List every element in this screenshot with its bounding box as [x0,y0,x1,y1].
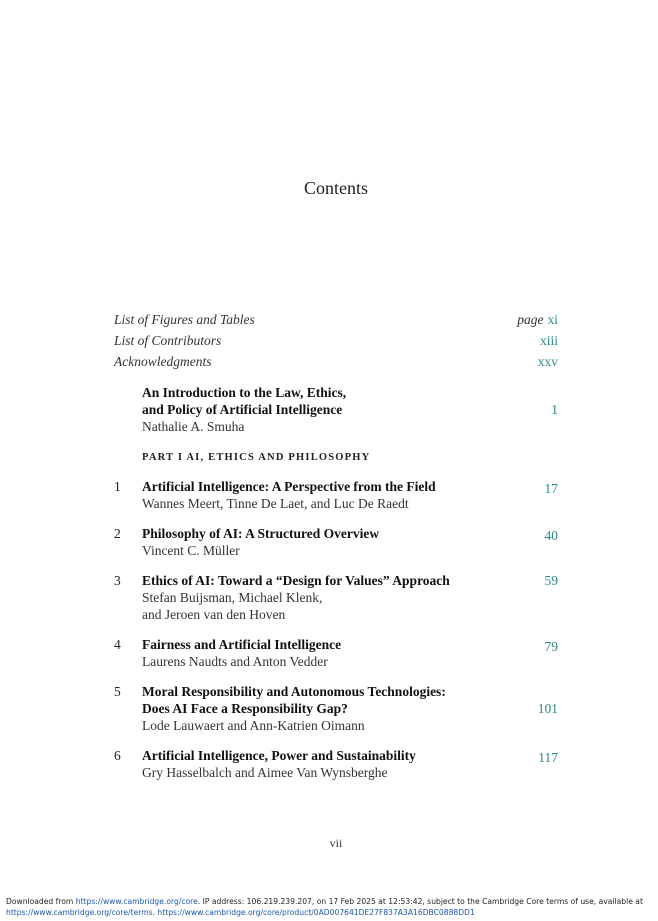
page-number: page xi [517,312,558,327]
page-number: 40 [544,528,558,543]
page-number: 101 [537,701,558,716]
front-matter-item-contributors[interactable] [114,333,558,351]
download-notice: Downloaded from https://www.cambridge.org/core. IP address: 106.219.239.207, on 17 Feb 2025 at 12:53:42, subject to the Cambridge Core terms of use, available at https://www.cambridge.org/core/terms. https://www.cambridge.org/core/product/0AD007641DE27F837A3A16DBC0888DD1 [6,897,643,917]
chapter-number: 6 [114,748,121,763]
chapter-title: Moral Responsibility and Autonomous Technologies: [142,684,446,699]
entry-title: An Introduction to the Law, Ethics, [142,385,347,400]
page-number: 117 [538,750,558,765]
page-number: 59 [544,573,558,588]
chapter-title: Artificial Intelligence, Power and Sustainability [142,748,416,763]
chapter-number: 3 [114,573,121,588]
chapter-authors: Lode Lauwaert and Ann-Katrien Oimann [142,718,365,733]
page-number: xiii [539,333,558,348]
chapter-title: Does AI Face a Responsibility Gap? [142,701,348,716]
chapter-authors: and Jeroen van den Hoven [142,607,286,622]
chapter-number: 2 [114,526,121,541]
chapter-number: 4 [114,637,121,652]
part-heading: PART I AI, ETHICS AND PHILOSOPHY [142,452,371,463]
front-matter-label: List of Figures and Tables [114,312,255,327]
page-number: 79 [544,639,558,654]
page-number: 17 [544,481,558,496]
link-cambridge-product[interactable]: https://www.cambridge.org/core/product/0AD007641DE27F837A3A16DBC0888DD1 [157,908,475,917]
chapter-authors: Laurens Naudts and Anton Vedder [142,654,328,669]
chapter-title: Ethics of AI: Toward a “Design for Values” Approach [142,573,450,588]
chapter-number: 5 [114,684,121,699]
contents-heading: Contents [303,178,368,198]
chapter-authors: Wannes Meert, Tinne De Laet, and Luc De Raedt [142,496,409,511]
entry-title: and Policy of Artificial Intelligence [142,402,343,417]
chapter-title: Artificial Intelligence: A Perspective from the Field [142,479,436,494]
chapter-number: 1 [114,479,121,494]
chapter-authors: Stefan Buijsman, Michael Klenk, [142,590,323,605]
link-cambridge-core[interactable]: https://www.cambridge.org/core [75,897,198,906]
front-matter-item-acknowledgments[interactable] [114,354,558,372]
folio: vii [329,836,343,850]
intro-entry[interactable] [114,384,558,436]
front-matter-label: List of Contributors [114,333,222,348]
chapter-authors: Gry Hasselbalch and Aimee Van Wynsberghe [142,765,388,780]
chapter-authors: Vincent C. Müller [142,543,240,558]
front-matter-item-figures[interactable] [114,312,558,330]
chapter-title: Philosophy of AI: A Structured Overview [142,526,380,541]
entry-authors: Nathalie A. Smuha [142,419,245,434]
front-matter-label: Acknowledgments [114,354,212,369]
page-number: 1 [551,402,558,417]
page-number: xxv [537,354,558,369]
chapter-title: Fairness and Artificial Intelligence [142,637,342,652]
link-cambridge-terms[interactable]: https://www.cambridge.org/core/terms [6,908,153,917]
